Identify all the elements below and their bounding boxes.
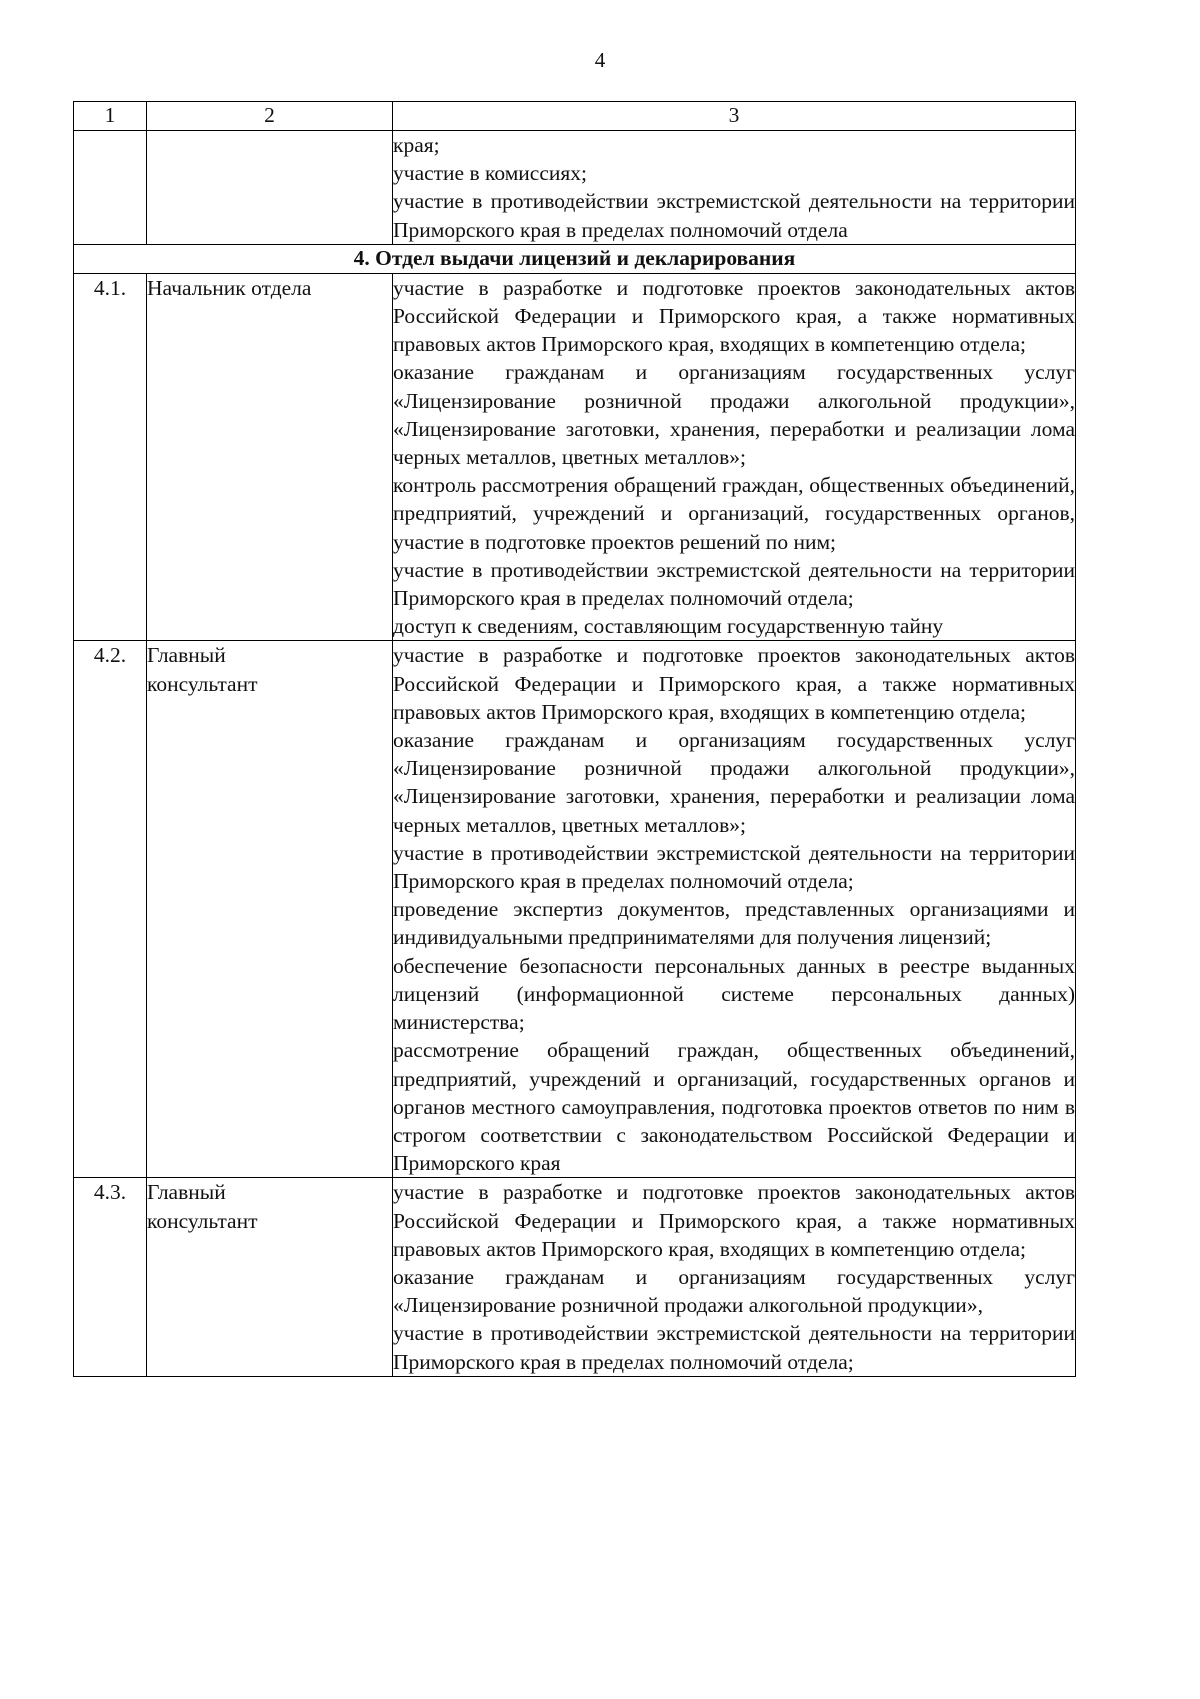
duty-item: проведение экспертиз документов, представленных организациями и индивидуальными предпринимателями для получения лицензий; [393,897,1075,950]
duty-item: контроль рассмотрения обращений граждан, общественных объединений, предприятий, учреждений и организаций, государственных органов, участие в подготовке проектов решений по ним; [393,473,1075,554]
section-row [74,244,1076,273]
duty-item: участие в разработке и подготовке проектов законодательных актов Российской Федерации и Приморского края, а также нормативных правовых актов Приморского края, входящих в компетенцию отдела; [393,1180,1075,1261]
row-duties [393,273,1076,641]
section-title: 4. Отдел выдачи лицензий и декларирования [74,244,1076,273]
duty-item: участие в противодействии экстремистской деятельности на территории Приморского края в пределах полномочий отдела; [393,840,1075,894]
page-number: 4 [594,48,606,72]
table-row [74,273,1076,641]
header-col-1: 1 [74,102,147,131]
continuation-position-cell [147,131,393,245]
duty-item: обеспечение безопасности персональных данных в реестре выданных лицензий (информационной системе персональных данных) министерства; [393,953,1075,1035]
duty-item: участие в разработке и подготовке проектов законодательных актов Российской Федерации и Приморского края, а также нормативных правовых актов Приморского края, входящих в компетенцию отдела; [393,275,1075,357]
duty-item: оказание гражданам и организациям государственных услуг «Лицензирование розничной продажи алкогольной продукции», [393,1264,1075,1318]
row-number: 4.3. [74,1178,147,1376]
table-row [74,641,1076,1178]
duty-item: участие в противодействии экстремистской деятельности на территории Приморского края в пределах полномочий отдела [393,189,1075,242]
table-row [74,1178,1076,1376]
duty-item: участие в противодействии экстремистской деятельности на территории Приморского края в пределах полномочий отдела; [393,1321,1075,1374]
duties-table [73,101,1076,1377]
duty-item: оказание гражданам и организациям государственных услуг «Лицензирование розничной продажи алкогольной продукции», «Лицензирование заготовки, хранения, переработки и реализации лома черных металлов, цветных металлов»; [393,360,1075,470]
header-col-3: 3 [393,102,1076,131]
row-duties [393,641,1076,1178]
duty-item: участие в комиссиях; [393,161,588,186]
table-header-row [74,102,1076,131]
continuation-row [74,131,1076,245]
row-number: 4.2. [74,641,147,1178]
continuation-number-cell [74,131,147,245]
duty-item: доступ к сведениям, составляющим государственную тайну [393,614,944,639]
duty-item: края; [393,133,440,157]
duty-item: участие в разработке и подготовке проектов законодательных актов Российской Федерации и Приморского края, а также нормативных правовых актов Приморского края, входящих в компетенцию отдела; [393,643,1075,724]
row-position: Главный консультант [147,1178,393,1376]
row-position: Начальник отдела [147,273,393,641]
row-number: 4.1. [74,273,147,641]
row-duties [393,1178,1076,1376]
header-col-2: 2 [147,102,393,131]
row-position: Главный консультант [147,641,393,1178]
continuation-duties-cell [393,131,1076,245]
duty-item: участие в противодействии экстремистской деятельности на территории Приморского края в пределах полномочий отдела; [393,557,1075,611]
duty-item: рассмотрение обращений граждан, общественных объединений, предприятий, учреждений и организаций, государственных органов и органов местного самоуправления, подготовка проектов ответов по ним в строгом соответствии с законодательством Российской Федерации и Приморского края [393,1038,1075,1176]
duty-item: оказание гражданам и организациям государственных услуг «Лицензирование розничной продажи алкогольной продукции», «Лицензирование заготовки, хранения, переработки и реализации лома черных металлов, цветных металлов»; [393,728,1075,837]
